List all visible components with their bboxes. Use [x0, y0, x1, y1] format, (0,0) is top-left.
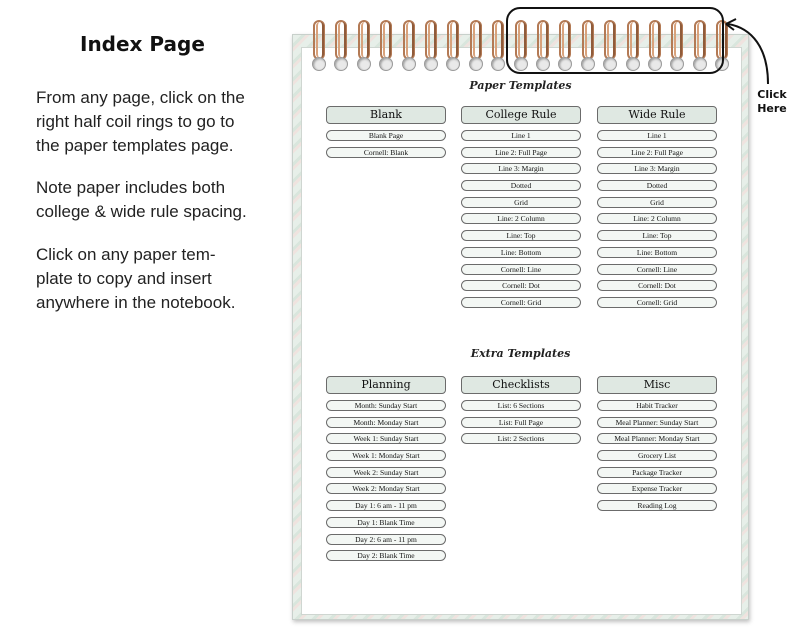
template-button[interactable]: Line: Bottom [597, 247, 717, 258]
template-button[interactable]: List: 2 Sections [461, 433, 581, 444]
column-header: Blank [326, 106, 446, 124]
instructions-panel [0, 0, 280, 635]
template-button[interactable]: Cornell: Dot [461, 280, 581, 291]
template-button[interactable]: Dotted [597, 180, 717, 191]
coil-ring [422, 20, 440, 76]
template-button[interactable]: Line: Top [597, 230, 717, 241]
template-button[interactable]: Cornell: Line [597, 264, 717, 275]
template-button[interactable]: Cornell: Dot [597, 280, 717, 291]
template-button[interactable]: Line 1 [461, 130, 581, 141]
template-button[interactable]: Line 2: Full Page [461, 147, 581, 158]
template-button[interactable]: Expense Tracker [597, 483, 717, 494]
paper-templates-title: Paper Templates [469, 79, 572, 92]
instructions-paragraph: From any page, click on the right half coil rings to go to the paper templates page. [36, 88, 245, 155]
coil-ring [355, 20, 373, 76]
template-button[interactable]: Day 1: 6 am - 11 pm [326, 500, 446, 511]
template-button[interactable]: Grocery List [597, 450, 717, 461]
template-button[interactable]: Habit Tracker [597, 400, 717, 411]
coil-ring [444, 20, 462, 76]
column-header: College Rule [461, 106, 581, 124]
column-header: Misc [597, 376, 717, 394]
column-planning [326, 376, 446, 567]
template-button[interactable]: Meal Planner: Sunday Start [597, 417, 717, 428]
template-button[interactable]: Cornell: Grid [597, 297, 717, 308]
click-here-label: Click Here [757, 88, 787, 115]
template-button[interactable]: Line: Top [461, 230, 581, 241]
template-button[interactable]: Line 3: Margin [461, 163, 581, 174]
coil-ring [377, 20, 395, 76]
coil-ring [310, 20, 328, 76]
instructions-title: Index Page [80, 32, 205, 56]
instructions-paragraph: Click on any paper tem- plate to copy and insert anywhere in the notebook. [36, 245, 236, 312]
instructions-paragraph: Note paper includes both college & wide rule spacing. [36, 178, 247, 221]
template-button[interactable]: Cornell: Line [461, 264, 581, 275]
column-header: Planning [326, 376, 446, 394]
template-button[interactable]: Dotted [461, 180, 581, 191]
column-misc [597, 376, 717, 517]
column-wide-rule [597, 106, 717, 314]
template-button[interactable]: Week 2: Sunday Start [326, 467, 446, 478]
coil-highlight-box [506, 7, 724, 74]
coil-ring [467, 20, 485, 76]
template-button[interactable]: Grid [597, 197, 717, 208]
coil-ring [489, 20, 507, 76]
template-button[interactable]: Month: Sunday Start [326, 400, 446, 411]
template-button[interactable]: Blank Page [326, 130, 446, 141]
template-button[interactable]: Meal Planner: Monday Start [597, 433, 717, 444]
template-button[interactable]: Week 1: Monday Start [326, 450, 446, 461]
template-button[interactable]: Line: Bottom [461, 247, 581, 258]
column-blank [326, 106, 446, 163]
template-button[interactable]: Line 2: Full Page [597, 147, 717, 158]
coil-ring [332, 20, 350, 76]
template-button[interactable]: Line: 2 Column [461, 213, 581, 224]
template-button[interactable]: Day 1: Blank Time [326, 517, 446, 528]
template-button[interactable]: Day 2: 6 am - 11 pm [326, 534, 446, 545]
template-button[interactable]: Week 1: Sunday Start [326, 433, 446, 444]
template-button[interactable]: Week 2: Monday Start [326, 483, 446, 494]
template-button[interactable]: Day 2: Blank Time [326, 550, 446, 561]
template-button[interactable]: Line 3: Margin [597, 163, 717, 174]
extra-templates-title: Extra Templates [470, 347, 571, 360]
column-checklists [461, 376, 581, 450]
template-button[interactable]: Package Tracker [597, 467, 717, 478]
template-button[interactable]: Cornell: Blank [326, 147, 446, 158]
template-button[interactable]: Reading Log [597, 500, 717, 511]
template-button[interactable]: Line 1 [597, 130, 717, 141]
column-header: Wide Rule [597, 106, 717, 124]
column-header: Checklists [461, 376, 581, 394]
coil-ring [400, 20, 418, 76]
column-college-rule [461, 106, 581, 314]
template-button[interactable]: List: Full Page [461, 417, 581, 428]
template-button[interactable]: Line: 2 Column [597, 213, 717, 224]
template-button[interactable]: List: 6 Sections [461, 400, 581, 411]
template-button[interactable]: Grid [461, 197, 581, 208]
curved-arrow-icon [722, 18, 782, 88]
template-button[interactable]: Month: Monday Start [326, 417, 446, 428]
template-button[interactable]: Cornell: Grid [461, 297, 581, 308]
